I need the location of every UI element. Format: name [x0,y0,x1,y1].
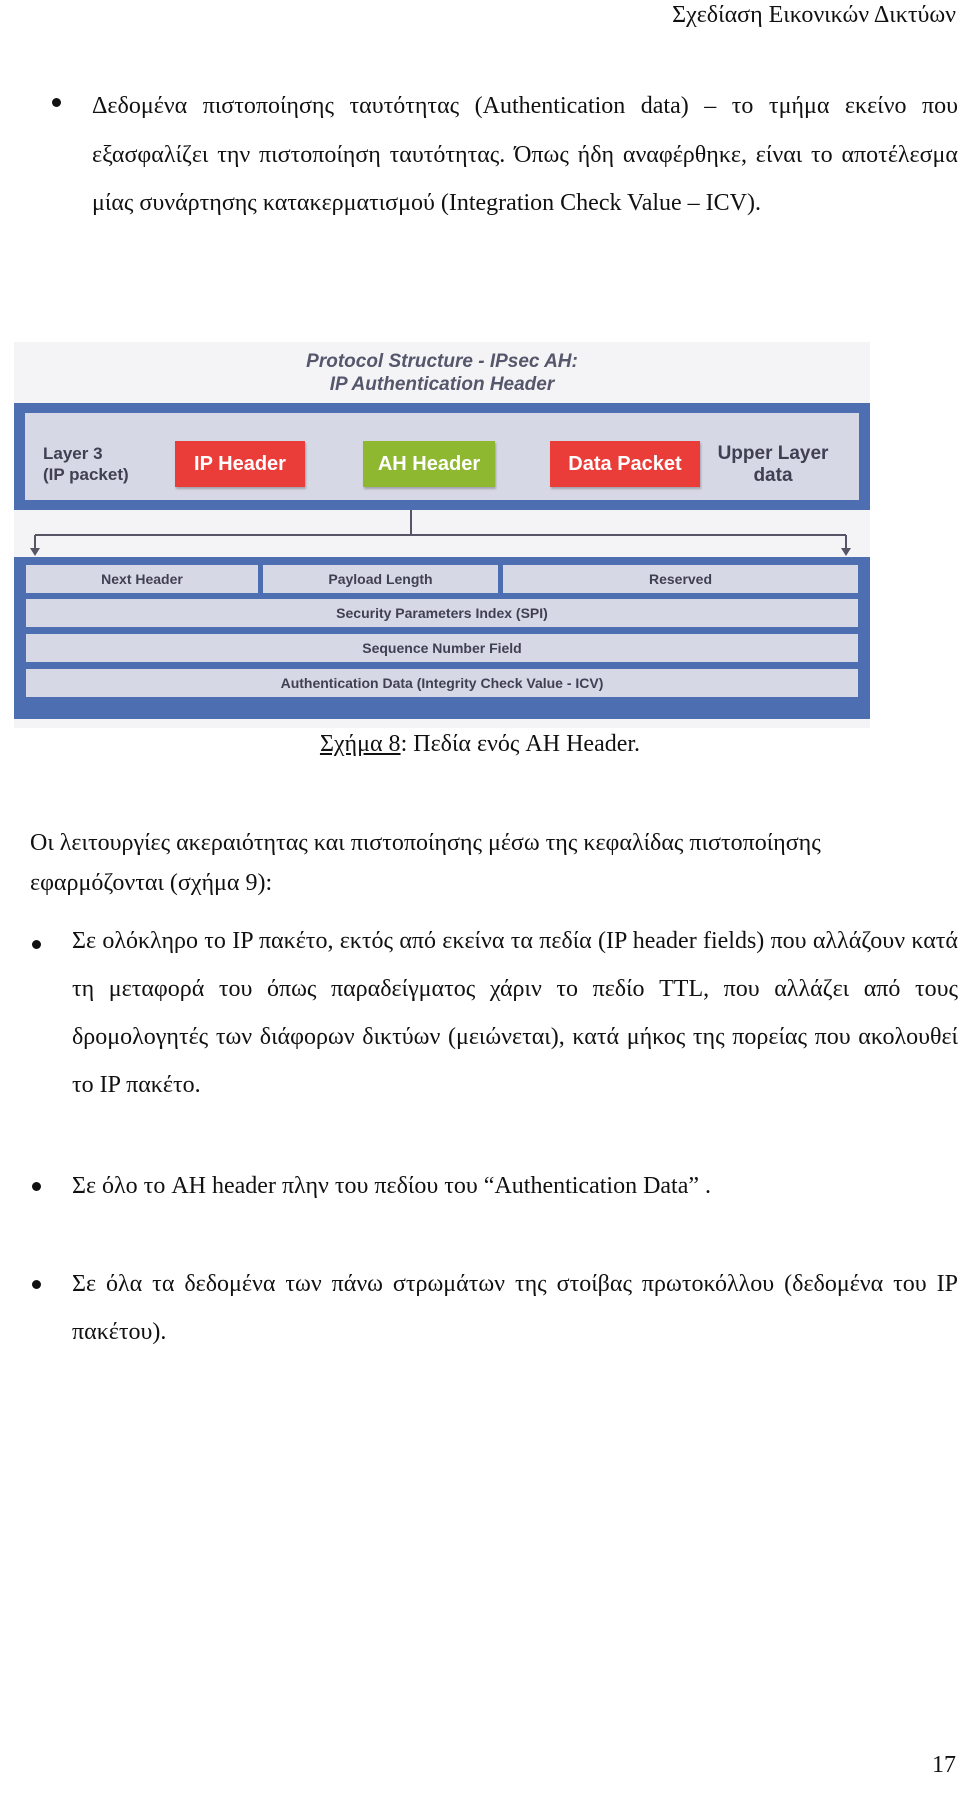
expansion-connector [14,510,870,557]
arrow-left-icon [30,548,40,556]
ip-header-box: IP Header [175,441,305,487]
field-next-header: Next Header [26,565,258,593]
caption-text: : Πεδία ενός AH Header. [400,731,641,757]
ah-fields-block [14,557,870,719]
ip-packet-band [14,403,870,510]
figure-title-line2: IP Authentication Header [329,374,555,395]
figure-title [14,350,870,396]
ah-header-box: AH Header [363,441,495,487]
layer-3-label [43,443,129,485]
ah-header-figure [14,342,870,728]
data-packet-box: Data Packet [550,441,700,487]
field-payload-length: Payload Length [263,565,498,593]
bullet-dot [52,98,61,107]
bullet-item: Σε ολόκληρο το IP πακέτο, εκτός από εκείνα τα πεδία (IP header fields) που αλλάζουν κατά τη μεταφορά του όπως παραδείγματος χάριν το πεδίο TTL, που αλλάζει από τους δρομολογητές των διάφορων δικτύων (μειώνεται), κατά μήκος της πορείας που ακολουθεί το IP πακέτο. [72,928,959,1098]
field-sequence-number: Sequence Number Field [26,634,858,662]
figure-title-line1: Protocol Structure - IPsec AH: [306,351,578,372]
arrow-right-icon [841,548,851,556]
caption-label: Σχήμα 8 [319,731,401,757]
page-number: 17 [932,1752,956,1778]
bullet-dot [32,1280,41,1289]
layer-3-label-line2: (IP packet) [43,465,129,484]
running-header: Σχεδίαση Εικονικών Δικτύων [672,2,956,28]
bullet-dot [32,940,41,949]
figure-caption [0,731,960,758]
body-paragraph: Οι λειτουργίες ακεραιότητας και πιστοποίησης μέσω της κεφαλίδας πιστοποίησης εφαρμόζονται (σχήμα 9): [30,830,821,896]
field-reserved: Reserved [503,565,858,593]
bullet-dot [32,1182,41,1191]
field-spi: Security Parameters Index (SPI) [26,599,858,627]
top-bullet-text: Δεδομένα πιστοποίησης ταυτότητας (Authentication data) – το τμήμα εκείνο που εξασφαλίζει την πιστοποίηση ταυτότητας. Όπως ήδη αναφέρθηκε, είναι το αποτέλεσμα μίας συνάρτησης κατακερματισμού (Integration Check Value – ICV). [92,93,958,216]
upper-layer-label-line2: data [753,465,793,486]
bullet-item: Σε όλα τα δεδομένα των πάνω στρωμάτων της στοίβας πρωτοκόλλου (δεδομένα του IP πακέτου). [72,1271,958,1345]
layer-3-label-line1: Layer 3 [43,444,103,463]
bullet-item: Σε όλο το AH header πλην του πεδίου του “Authentication Data” . [72,1173,712,1199]
upper-layer-label [703,443,843,487]
field-authentication-data: Authentication Data (Integrity Check Value - ICV) [26,669,858,697]
upper-layer-label-line1: Upper Layer [717,443,829,464]
ip-packet-band-inner [25,413,859,500]
